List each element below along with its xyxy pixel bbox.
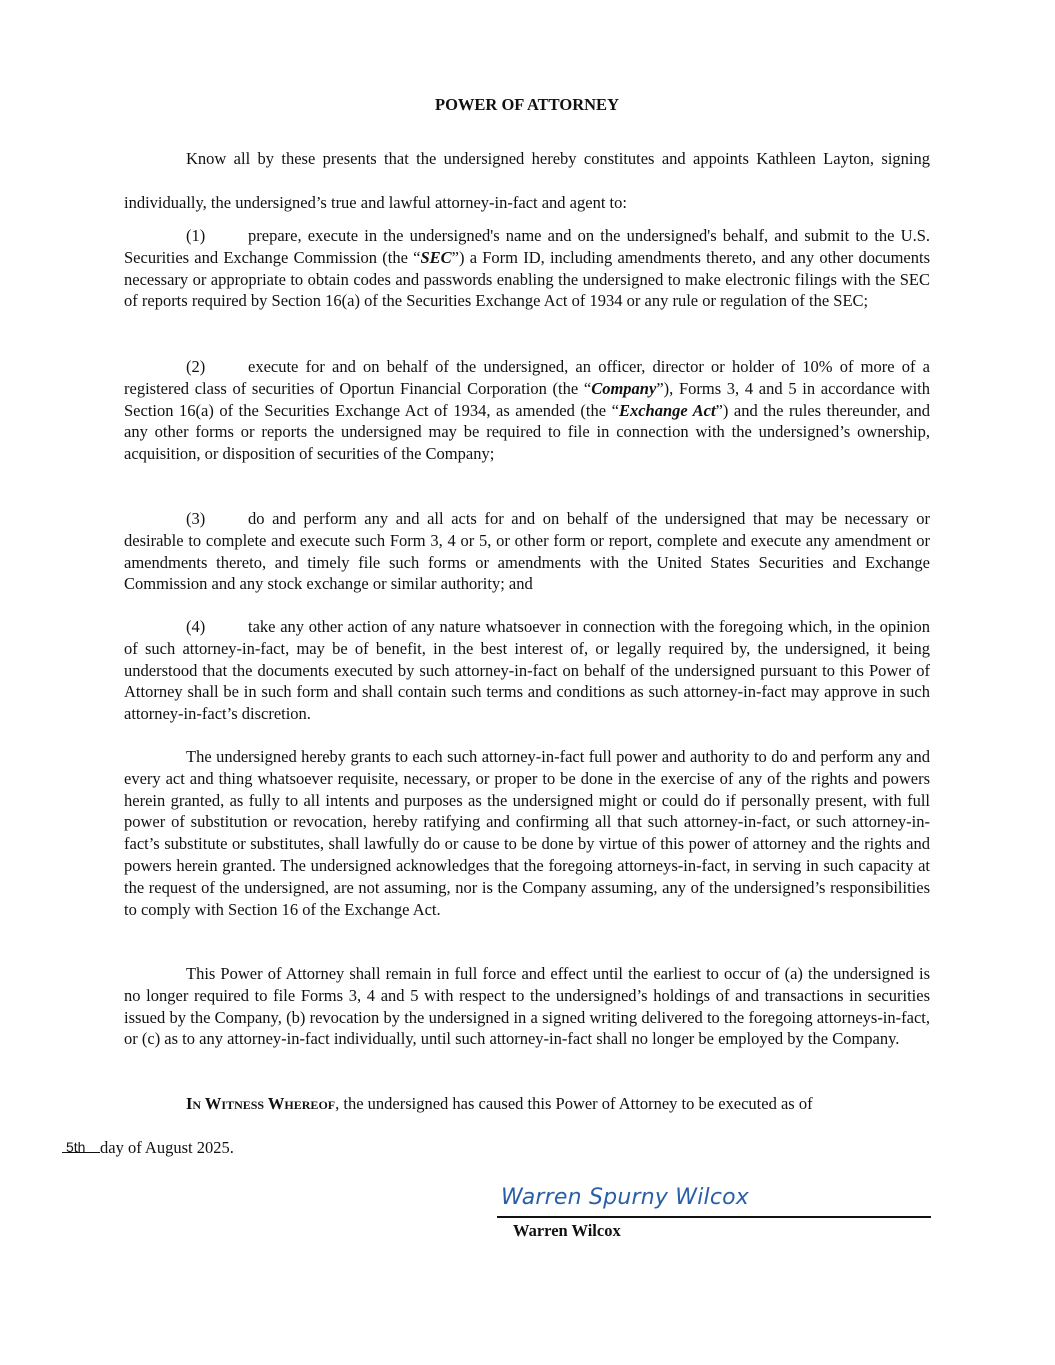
witness-lead: In Witness Whereof <box>186 1094 336 1113</box>
term-paragraph: This Power of Attorney shall remain in full force and effect until the earliest to occur of (a) the undersigned is no longer required to file Forms 3, 4 and 5 with respect to the undersigned’s holdings of and transactions in securities issued by the Company, (b) revocation by the undersigned in a signed writing delivered to the foregoing attorneys-in-fact, or (c) as to any attorney-in-fact individually, until such attorney-in-fact shall no longer be employed by the Company. <box>124 964 930 1049</box>
witness-text: , the undersigned has caused this Power of Attorney to be executed as of <box>335 1094 813 1113</box>
intro-paragraph: Know all by these presents that the undersigned hereby constitutes and appoints Kathleen Layton, signing individually, the undersigned’s true and lawful attorney-in-fact and agent to: <box>124 149 930 212</box>
defined-term: SEC <box>420 247 452 267</box>
date-text: day of August 2025. <box>100 1137 234 1157</box>
day-value: 5th <box>66 1138 86 1155</box>
defined-term: Exchange Act <box>618 400 716 420</box>
item-number: (1) <box>186 226 206 245</box>
item-text: prepare, execute in the undersigned's name and on the undersigned's behalf, and submit to the U.S. Securities and Exchange Commission (the “ <box>124 226 930 267</box>
item-number: (4) <box>186 617 206 636</box>
item-text: ”), Forms 3, 4 and 5 in accordance with Section 16(a) of the Securities Exchange Act of 1934, as amended (the “ <box>124 378 930 420</box>
signer-printed-name: Warren Wilcox <box>513 1221 621 1240</box>
item-number: (3) <box>186 509 206 528</box>
item-1 <box>124 225 930 312</box>
signature-block <box>497 1180 931 1241</box>
item-3 <box>124 508 930 595</box>
item-text: ”) and the rules thereunder, and any other forms or reports the undersigned may be required to file in connection with the undersigned’s ownership, acquisition, or disposition of securities of the Company; <box>124 400 930 464</box>
defined-term: Company <box>591 378 657 398</box>
item-text: do and perform any and all acts for and on behalf of the undersigned that may be necessary or desirable to complete and execute such Form 3, 4 or 5, or other form or report, complete and execute any amendment or amendments thereto, and timely file such forms or amendments with the United States Securities and Exchange Commission and any stock exchange or similar authority; and <box>124 509 930 594</box>
item-2 <box>124 356 930 465</box>
item-text: ”) a Form ID, including amendments thereto, and any other documents necessary or appropriate to obtain codes and passwords enabling the undersigned to make electronic filings with the SEC of reports required by Section 16(a) of the Securities Exchange Act of 1934 or any rule or regulation of the SEC; <box>124 247 930 311</box>
document-title: POWER OF ATTORNEY <box>435 95 619 114</box>
item-4 <box>124 616 930 725</box>
signature-script: Warren Spurny Wilcox <box>501 1185 750 1210</box>
grant-paragraph: The undersigned hereby grants to each such attorney-in-fact full power and authority to do and perform any and every act and thing whatsoever requisite, necessary, or proper to be done in the exercise of any of the rights and powers herein granted, as fully to all intents and purposes as the undersigned might or could do if personally present, with full power of substitution or revocation, hereby ratifying and confirming all that such attorney-in-fact, or such attorney-in-fact’s substitute or substitutes, shall lawfully do or cause to be done by virtue of this power of attorney and the rights and powers herein granted. The undersigned acknowledges that the foregoing attorneys-in-fact, in serving in such capacity at the request of the undersigned, are not assuming, nor is the Company assuming, any of the undersigned’s responsibilities to comply with Section 16 of the Exchange Act. <box>124 747 930 919</box>
item-number: (2) <box>186 357 206 376</box>
item-text: execute for and on behalf of the undersigned, an officer, director or holder of 10% of more of a registered class of securities of Oportun Financial Corporation (the “ <box>124 357 930 398</box>
day-field[interactable] <box>62 1134 100 1153</box>
witness-paragraph <box>66 1082 930 1169</box>
item-text: take any other action of any nature whatsoever in connection with the foregoing which, in the opinion of such attorney-in-fact, may be of benefit, in the best interest of, or legally required by, the undersigned, it being understood that the documents executed by such attorney-in-fact on behalf of the undersigned pursuant to this Power of Attorney shall be in such form and shall contain such terms and conditions as such attorney-in-fact may approve in such attorney-in-fact’s discretion. <box>124 617 930 724</box>
